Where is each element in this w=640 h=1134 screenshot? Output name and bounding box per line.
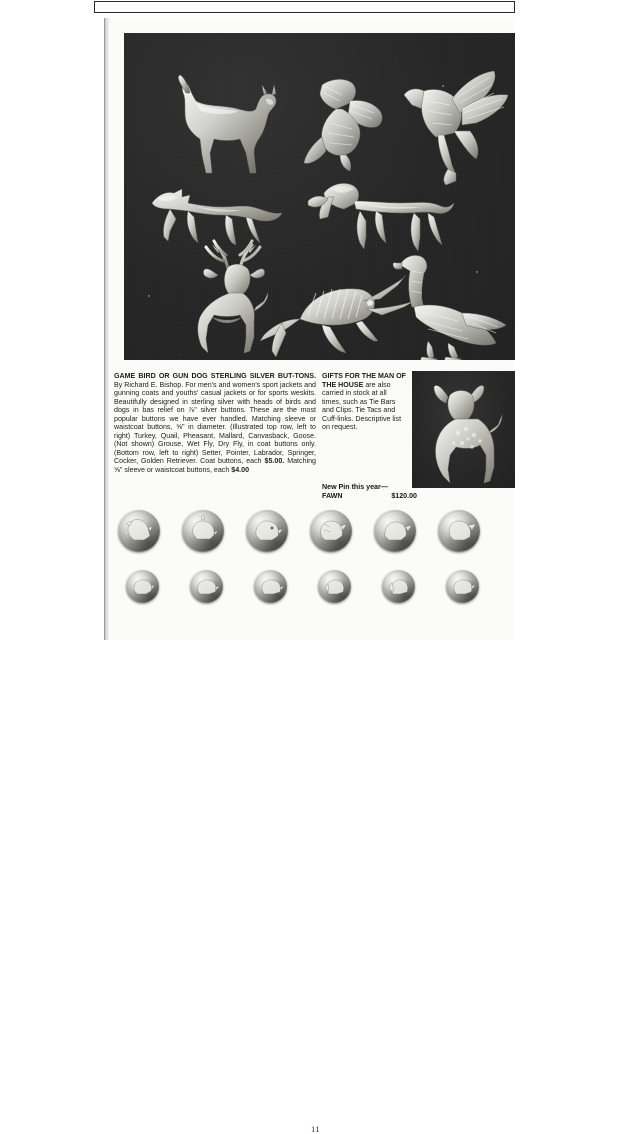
previous-page-edge: [94, 1, 515, 13]
button-pointer[interactable]: [190, 570, 223, 603]
button-canvasback[interactable]: [374, 510, 416, 552]
sleeve-button-price: $4.00: [231, 466, 250, 475]
button-turkey[interactable]: [118, 510, 160, 552]
new-pin-block: [322, 483, 417, 501]
button-pheasant[interactable]: [246, 510, 288, 552]
figure-flying-duck: [402, 69, 514, 187]
figure-goose: [392, 251, 508, 360]
figure-grouse: [296, 75, 401, 175]
product-headline: GAME BIRD OR GUN DOG STERLING SILVER BUT-TONS.: [114, 372, 316, 380]
button-goose[interactable]: [438, 510, 480, 552]
new-pin-price: $120.00: [391, 491, 417, 500]
product-body-tail: Matching ⅝" sleeve or waistcoat buttons, each: [114, 457, 316, 475]
figure-colt: [166, 73, 286, 183]
sterling-silver-figures-photograph: [124, 33, 515, 360]
figure-gun-dog: [306, 179, 456, 259]
new-pin-name: FAWN: [322, 491, 343, 500]
product-body-text: By Richard E. Bishop. For men's and women's sport jackets and gunning coats and youths' casual jackets or for sports weskits. Beautifully designed in sterling silver with heads of birds and dogs in bas relief on ⅞" silver buttons. These are the most popular buttons we have ever handled. Matching sleeve or waistcoat buttons, ⅝" in diameter. (Illustrated top row, left to right) Turkey, Quail, Pheasant, Mallard, Canvasback, Goose. (Not shown) Grouse, Wet Fly, Dry Fly, in coat buttons only. (Bottom row, left to right) Setter, Pointer, Labrador, Springer, Cocker, Golden Retriever. Coat buttons, each: [114, 380, 316, 466]
gifts-headline: GIFTS FOR THE MAN OF THE HOUSE: [322, 372, 406, 389]
button-labrador[interactable]: [254, 570, 287, 603]
gifts-sidebar-column: [322, 372, 406, 432]
binding-edge-line: [104, 18, 105, 640]
fawn-pin-photograph: [412, 371, 515, 488]
coat-button-price: $5.00.: [264, 457, 285, 466]
sleeve-button-row: [126, 570, 479, 603]
button-specimen-area: [110, 508, 515, 1134]
button-quail[interactable]: [182, 510, 224, 552]
main-description-column: [114, 372, 316, 475]
button-springer[interactable]: [318, 570, 351, 603]
button-cocker[interactable]: [382, 570, 415, 603]
coat-button-row: [118, 510, 480, 552]
button-golden-retriever[interactable]: [446, 570, 479, 603]
page-number: 11: [311, 1125, 320, 1134]
gifts-body-text: are also carried in stock at all times, such as Tie Bars and Clips. Tie Tacs and Cuff-links. Descriptive list on request.: [322, 380, 402, 432]
new-pin-label: New Pin this year—: [322, 483, 388, 491]
button-mallard[interactable]: [310, 510, 352, 552]
button-setter[interactable]: [126, 570, 159, 603]
